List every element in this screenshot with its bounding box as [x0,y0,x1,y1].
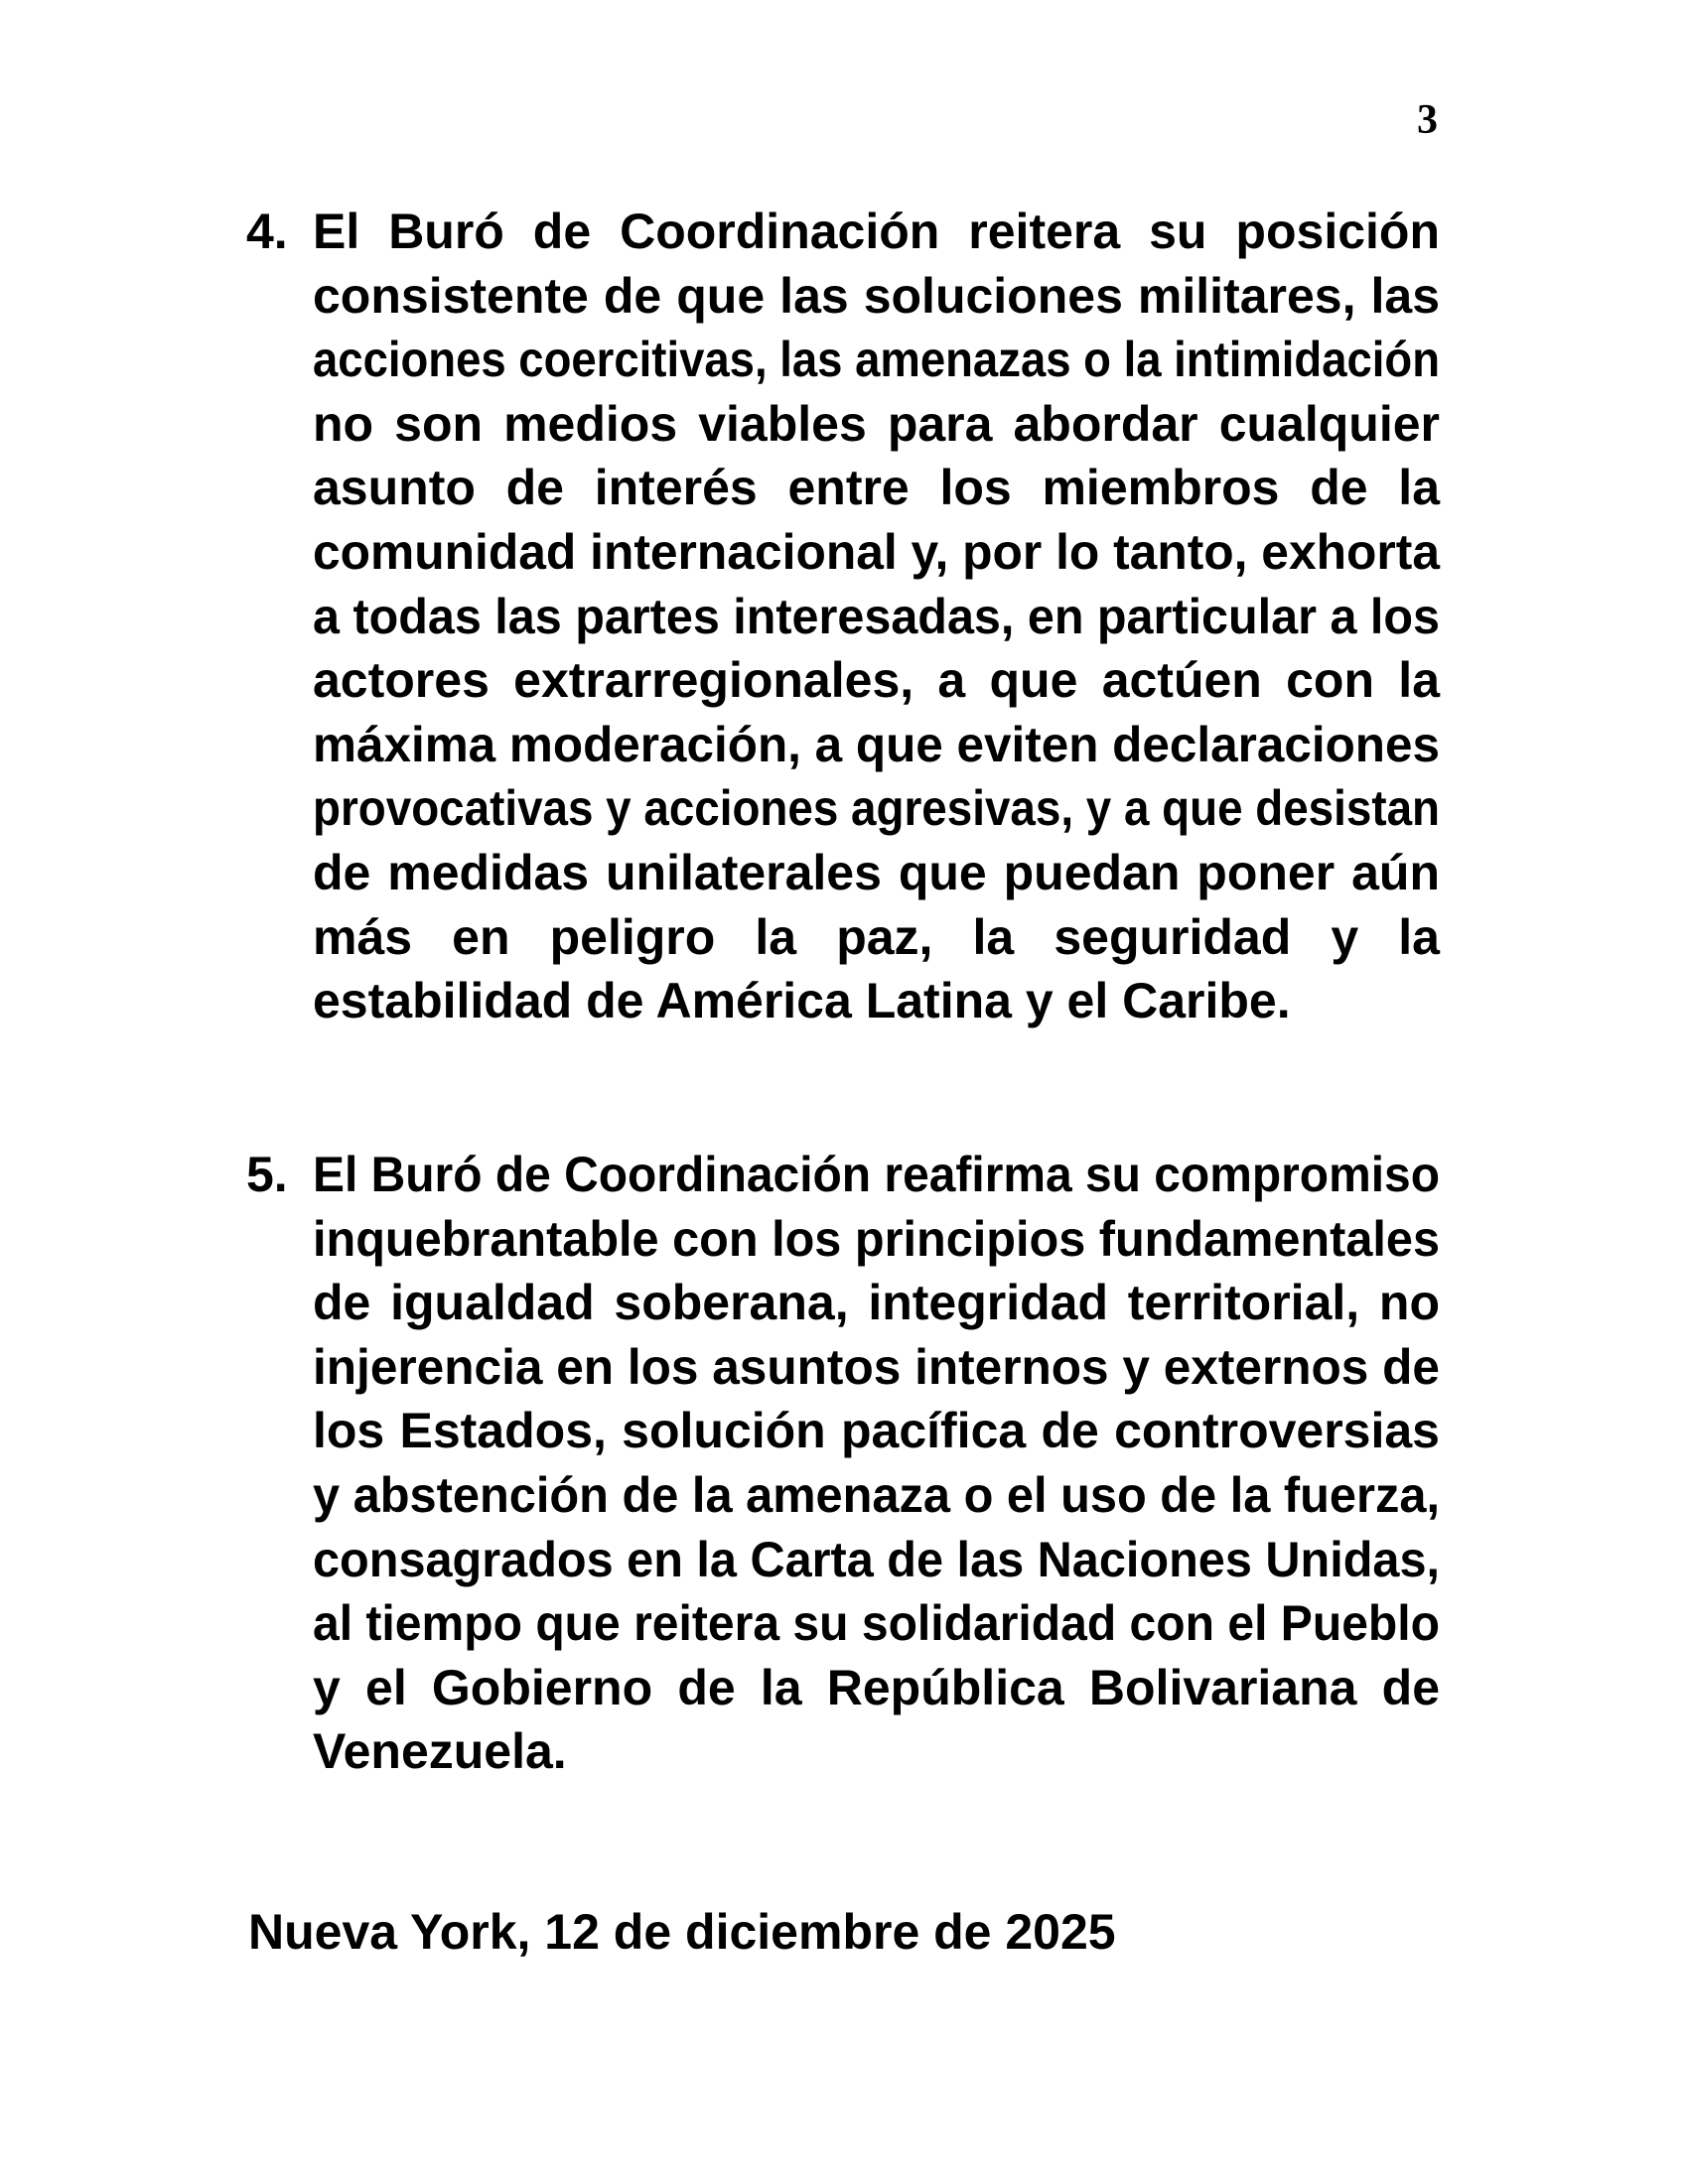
paragraph-5-line: El Buró de Coordinación reafirma su compromiso [313,1147,1440,1202]
paragraph-4-line: provocativas y acciones agresivas, y a que desistan [313,780,1440,837]
paragraph-4-line: asunto de interés entre los miembros de la [313,460,1440,516]
paragraph-4 [246,200,1440,1033]
paragraph-5-line: al tiempo que reitera su solidaridad con el Pueblo [313,1595,1440,1652]
paragraph-4-line: no son medios viables para abordar cualquier [313,395,1440,452]
paragraph-4-line: máxima moderación, a que eviten declaraciones [313,716,1440,772]
paragraph-4-line: actores extrarregionales, a que actúen con la [313,652,1440,709]
paragraph-5 [246,1143,1440,1784]
paragraph-5-last-line: Venezuela. [313,1723,567,1780]
paragraph-5-line: los Estados, solución pacífica de controversias [313,1403,1440,1459]
paragraph-5-line: de igualdad soberana, integridad territorial, no [313,1275,1440,1331]
paragraph-4-line: de medidas unilaterales que puedan poner aún [313,844,1440,900]
page-number: 3 [1417,97,1438,143]
paragraph-4-line: a todas las partes interesadas, en particular a los [313,588,1440,644]
paragraph-4-line: más en peligro la paz, la seguridad y la [313,908,1440,965]
paragraph-4-line: El Buró de Coordinación reitera su posición [313,204,1440,259]
paragraph-4-line: consistente de que las soluciones militares, las [313,267,1440,324]
list-number-5: 5. [246,1147,288,1202]
list-number-4: 4. [246,204,288,259]
paragraph-4-line: acciones coercitivas, las amenazas o la intimidación [313,332,1440,388]
paragraph-5-line: y el Gobierno de la República Bolivariana de [313,1659,1440,1715]
paragraph-4-line: comunidad internacional y, por lo tanto, exhorta [313,523,1440,580]
paragraph-5-line: injerencia en los asuntos internos y externos de [313,1338,1440,1395]
paragraph-5-line: inquebrantable con los principios fundamentales [313,1210,1440,1267]
date-line: Nueva York, 12 de diciembre de 2025 [248,1904,1116,1960]
paragraph-5-line: y abstención de la amenaza o el uso de la fuerza, [313,1466,1440,1523]
paragraph-4-last-line: estabilidad de América Latina y el Caribe. [313,973,1291,1029]
paragraph-5-line: consagrados en la Carta de las Naciones Unidas, [313,1531,1440,1587]
